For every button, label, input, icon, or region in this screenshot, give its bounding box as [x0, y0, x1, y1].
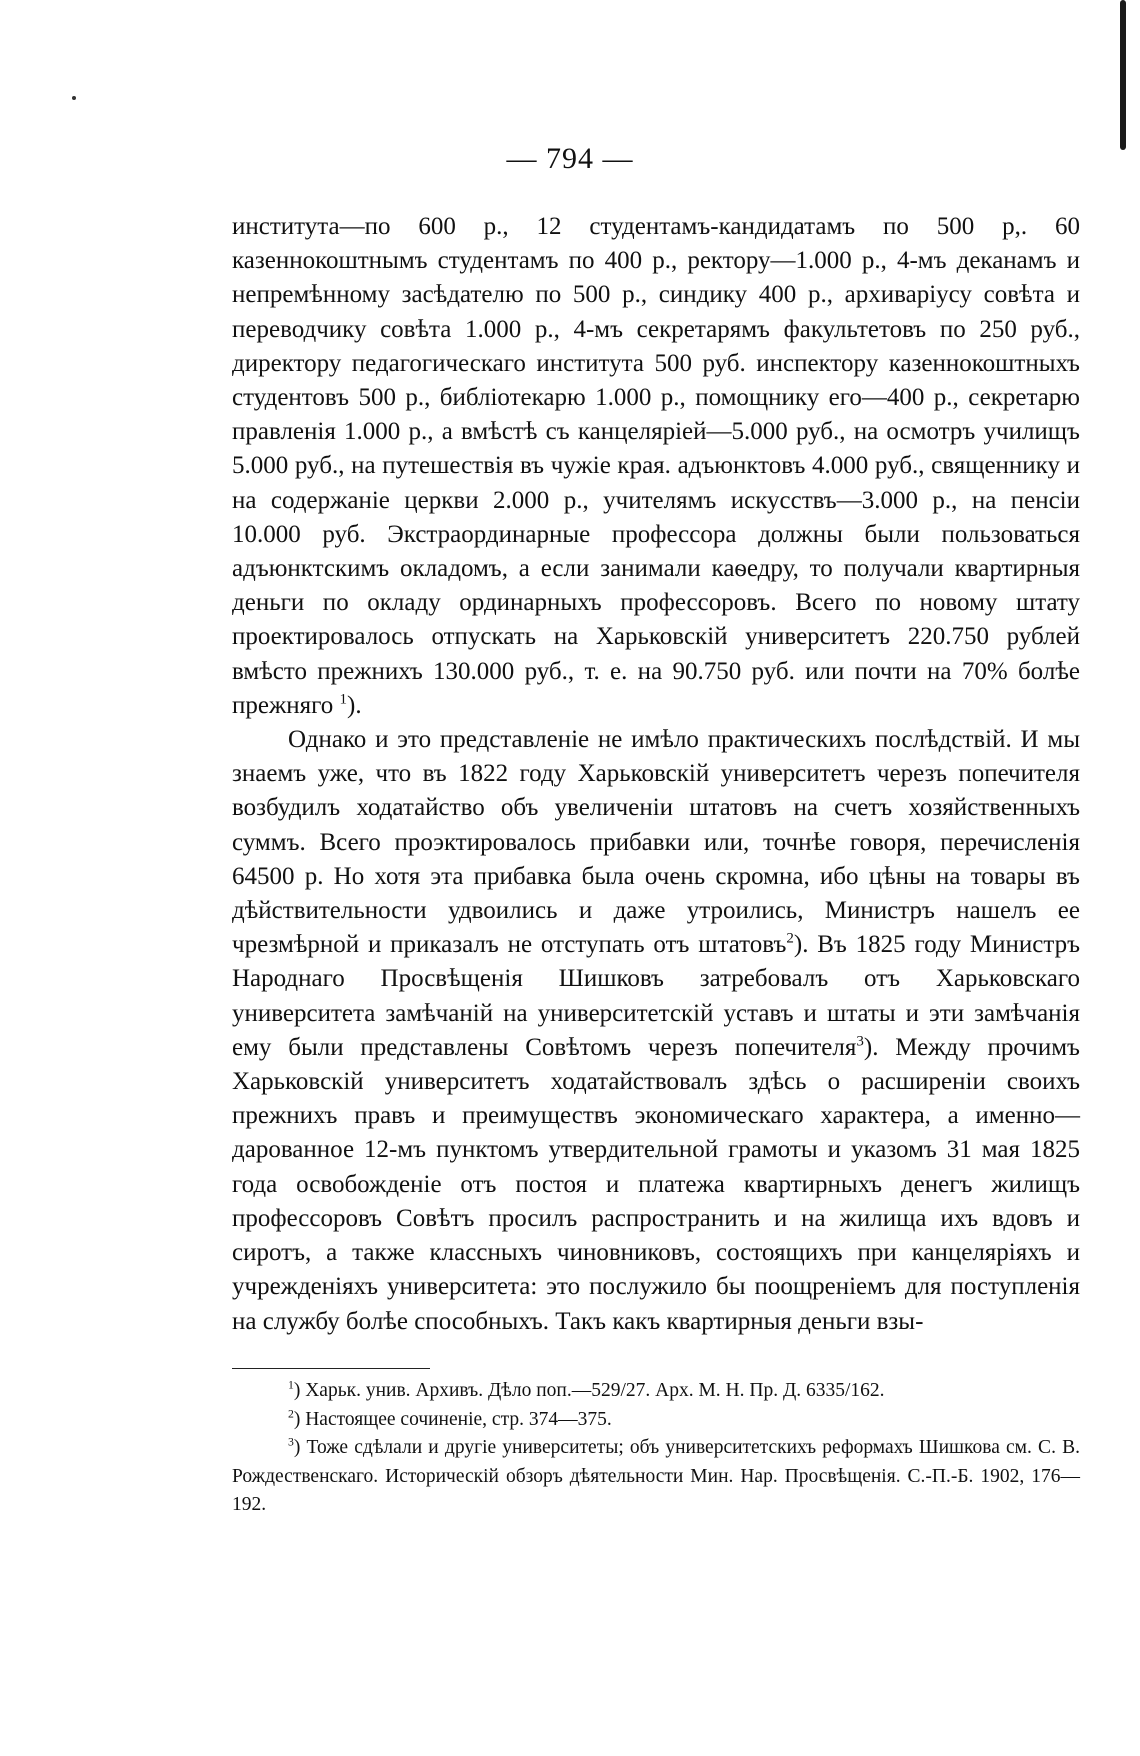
- stray-ink-dot: [72, 96, 76, 100]
- paragraph-1-text: института—по 600 р., 12 студентамъ-кандидатамъ по 500 р,. 60 казеннокоштнымъ студентамъ по 400 р., ректору—1.000 р., 4-мъ деканамъ и непремѣнному засѣдателю по 500 р., синдику 400 р., архиваріусу совѣта и переводчику совѣта 1.000 р., 4-мъ секретарямъ факультетовъ по 250 руб., директору педагогическаго института 500 руб. инспектору казеннокоштныхъ студентовъ 500 р., библіотекарю 1.000 р., помощнику его—400 р., секретарю правленія 1.000 р., а вмѣстѣ съ канцеляріей—5.000 руб., на осмотръ училищъ 5.000 руб., на путешествія въ чужіе края. адъюнктовъ 4.000 руб., священнику и на содержаніе церкви 2.000 р., учителямъ искусствъ—3.000 р., на пенсіи 10.000 руб. Экстраординарные профессора должны были пользоваться адъюнктскимъ окладомъ, а если занимали каѳедру, то получали квартирныя деньги по окладу ординарныхъ профессоровъ. Всего по новому штату проектировалось отпускать на Харьковскій университетъ 220.750 рублей вмѣсто прежнихъ 130.000 руб., т. е. на 90.750 руб. или почти на 70% болѣе прежняго: [232, 213, 1080, 719]
- paragraph-2-text-b: ). Въ 1825 году Министръ Народнаго Просвѣщенія Шишковъ затребовалъ отъ Харьковскаго университета замѣчаній на университетскій уставъ и штаты и эти замѣчанія ему были представлены Совѣтомъ черезъ попечителя: [232, 931, 1080, 1061]
- footnote-text: ) Харьк. унив. Архивъ. Дѣло поп.—529/27. Арх. М. Н. Пр. Д. 6335/162.: [293, 1380, 885, 1401]
- paragraph-1: [232, 210, 1080, 723]
- paragraph-2-text-a: Однако и это представленіе не имѣло практическихъ послѣдствій. И мы знаемъ уже, что въ 1822 году Харьковскій университетъ черезъ попечителя возбудилъ ходатайство объ увеличеніи штатовъ на счетъ хозяйственныхъ суммъ. Всего проэктировалось прибавки или, точнѣе говоря, перечисленія 64500 р. Но хотя эта прибавка была очень скромна, ибо цѣны на товары въ дѣйствительности удвоились и даже утроились, Министръ нашелъ ее чрезмѣрной и приказалъ не отступать отъ штатовъ: [232, 726, 1080, 959]
- footnote-divider: [232, 1368, 430, 1369]
- footnote-mark: 1: [288, 1378, 294, 1392]
- footnote-text: ) Настоящее сочиненіе, стр. 374—375.: [293, 1408, 612, 1430]
- footnote-1: [232, 1377, 1080, 1406]
- main-text: [232, 210, 1080, 1339]
- footnote-ref-3: 3: [856, 1033, 864, 1050]
- footnotes: [232, 1377, 1080, 1520]
- footnote-ref-1: 1: [339, 691, 348, 708]
- paragraph-2-text-c: ). Между прочимъ Харьковскій университетъ ходатайствовалъ здѣсь о расширеніи своихъ прежнихъ правъ и преимуществъ экономическаго характера, а именно—дарованное 12-мъ пунктомъ утвердительной грамоты и указомъ 31 мая 1825 года освобожденіе отъ постоя и платежа квартирныхъ денегъ жилищъ профессоровъ Совѣтъ просилъ распространить и на жилища ихъ вдовъ и сиротъ, а также классныхъ чиновниковъ, состоящихъ при канцеляріяхъ и учрежденіяхъ университета: это послужило бы поощреніемъ для поступленія на службу болѣе способныхъ. Такъ какъ квартирныя деньги взы-: [232, 1033, 1080, 1335]
- footnote-mark: 2: [288, 1407, 294, 1420]
- footnote-mark: 3: [288, 1435, 294, 1449]
- page-edge-mark: [1120, 0, 1126, 150]
- page-number: — 794 —: [506, 142, 634, 175]
- footnote-text: ) Тоже сдѣлали и другіе университеты; объ университетскихъ реформахъ Шишкова см. С. В. Рождественскаго. Историческій обзоръ дѣятельности Мин. Нар. Просвѣщенія. С.-П.-Б. 1902, 176—192.: [232, 1437, 1080, 1515]
- paragraph-2: [232, 723, 1080, 1339]
- paragraph-1-end: ).: [347, 691, 362, 719]
- footnote-2: [232, 1406, 1080, 1435]
- footnote-ref-2: 2: [786, 930, 794, 947]
- footnote-3: [232, 1434, 1080, 1520]
